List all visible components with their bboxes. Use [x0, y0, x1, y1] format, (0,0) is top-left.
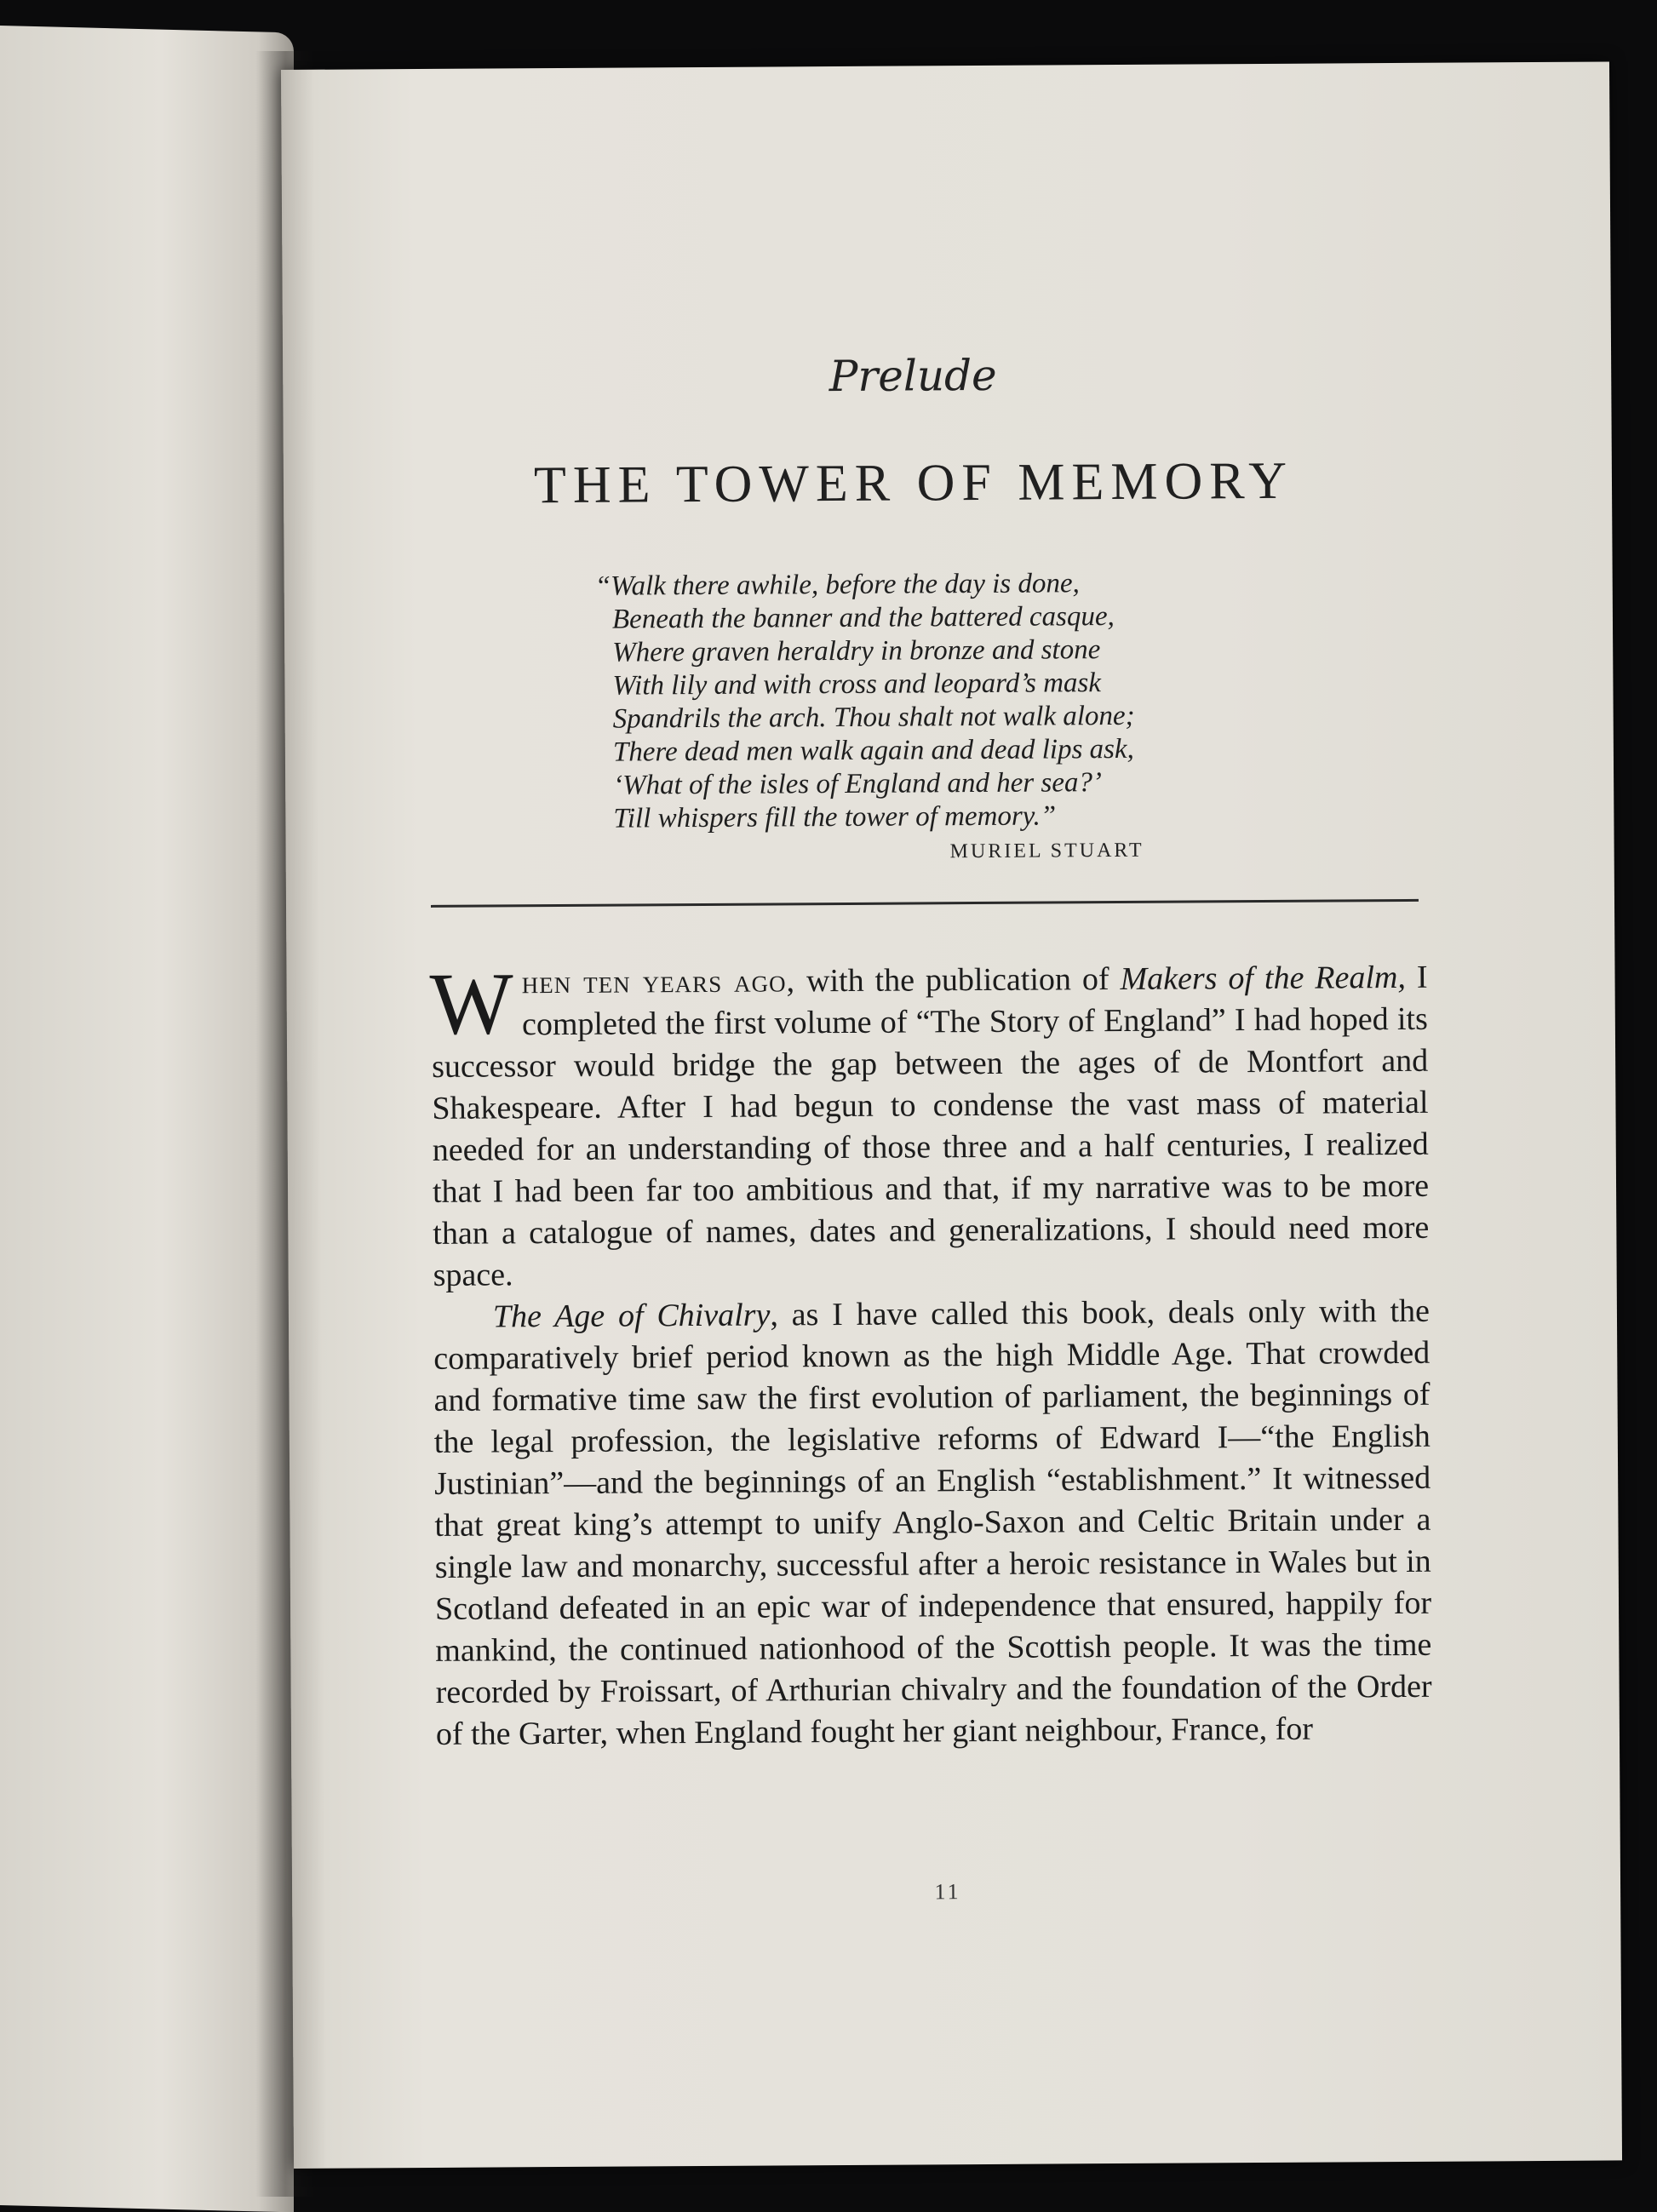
epigraph-line: Spandrils the arch. Thou shalt not walk alone; [612, 700, 1135, 735]
drop-cap: W [429, 954, 514, 1053]
epigraph-line: “Walk there awhile, before the day is done, [594, 568, 1080, 602]
book-title-italic: The Age of Chivalry [492, 1297, 771, 1335]
epigraph-line: With lily and with cross and leopard’s mask [612, 668, 1102, 702]
body-text [429, 954, 1432, 1756]
paragraph-2 [433, 1291, 1432, 1756]
chapter-title: THE TOWER OF MEMORY [533, 451, 1294, 515]
book-title-italic: Makers of the Realm, [1120, 959, 1407, 997]
section-rule [431, 899, 1419, 908]
facing-page [0, 26, 294, 2212]
epigraph-author: MURIEL STUART [949, 839, 1144, 863]
paragraph-text: I completed the first volume of “The Story of England” I had hoped its successor would bridge the gap between the ages of de Montfort and Shakespeare. After I had begun to condense the vast mass of material needed for an understanding of those three and a half centuries, I realized that I had been far too ambitious and that, if my narrative was to be more than a catalogue of names, dates and generalizations, I should need more space. [432, 959, 1430, 1293]
epigraph-line: Beneath the banner and the battered casque, [611, 601, 1115, 635]
paragraph-1 [429, 954, 1430, 1297]
page-number: 11 [934, 1879, 961, 1905]
epigraph-line: ‘What of the isles of England and her sea?’ [613, 767, 1103, 801]
lead-in: hen ten years ago, [521, 963, 796, 1001]
book-page [281, 61, 1622, 2168]
prelude-heading: Prelude [828, 350, 997, 402]
paragraph-text: with the publication of [794, 961, 1121, 1000]
epigraph-line: Till whispers fill the tower of memory.” [613, 800, 1057, 834]
epigraph [595, 566, 1261, 836]
epigraph-line: Where graven heraldry in bronze and stone [612, 634, 1101, 668]
epigraph-line: There dead men walk again and dead lips ask, [612, 733, 1134, 768]
paragraph-text: , as I have called this book, deals only with the comparatively brief period known as the high Middle Age. That crowded and formative time saw the first evolution of parliament, the beginnings of the legal profession, the legislative reforms of Edward I—“the English Justinian”—and the beginnings of an English “establishment.” It witnessed that great king’s attempt to unify Anglo-Saxon and Celtic Britain under a single law and monarchy, successful after a heroic resistance in Wales but in Scotland defeated in an epic war of independence that ensured, happily for mankind, the continued nationhood of the Scottish people. It was the time recorded by Froissart, of Arthurian chivalry and the foundation of the Order of the Garter, when England fought her giant neighbour, France, for [433, 1292, 1432, 1752]
